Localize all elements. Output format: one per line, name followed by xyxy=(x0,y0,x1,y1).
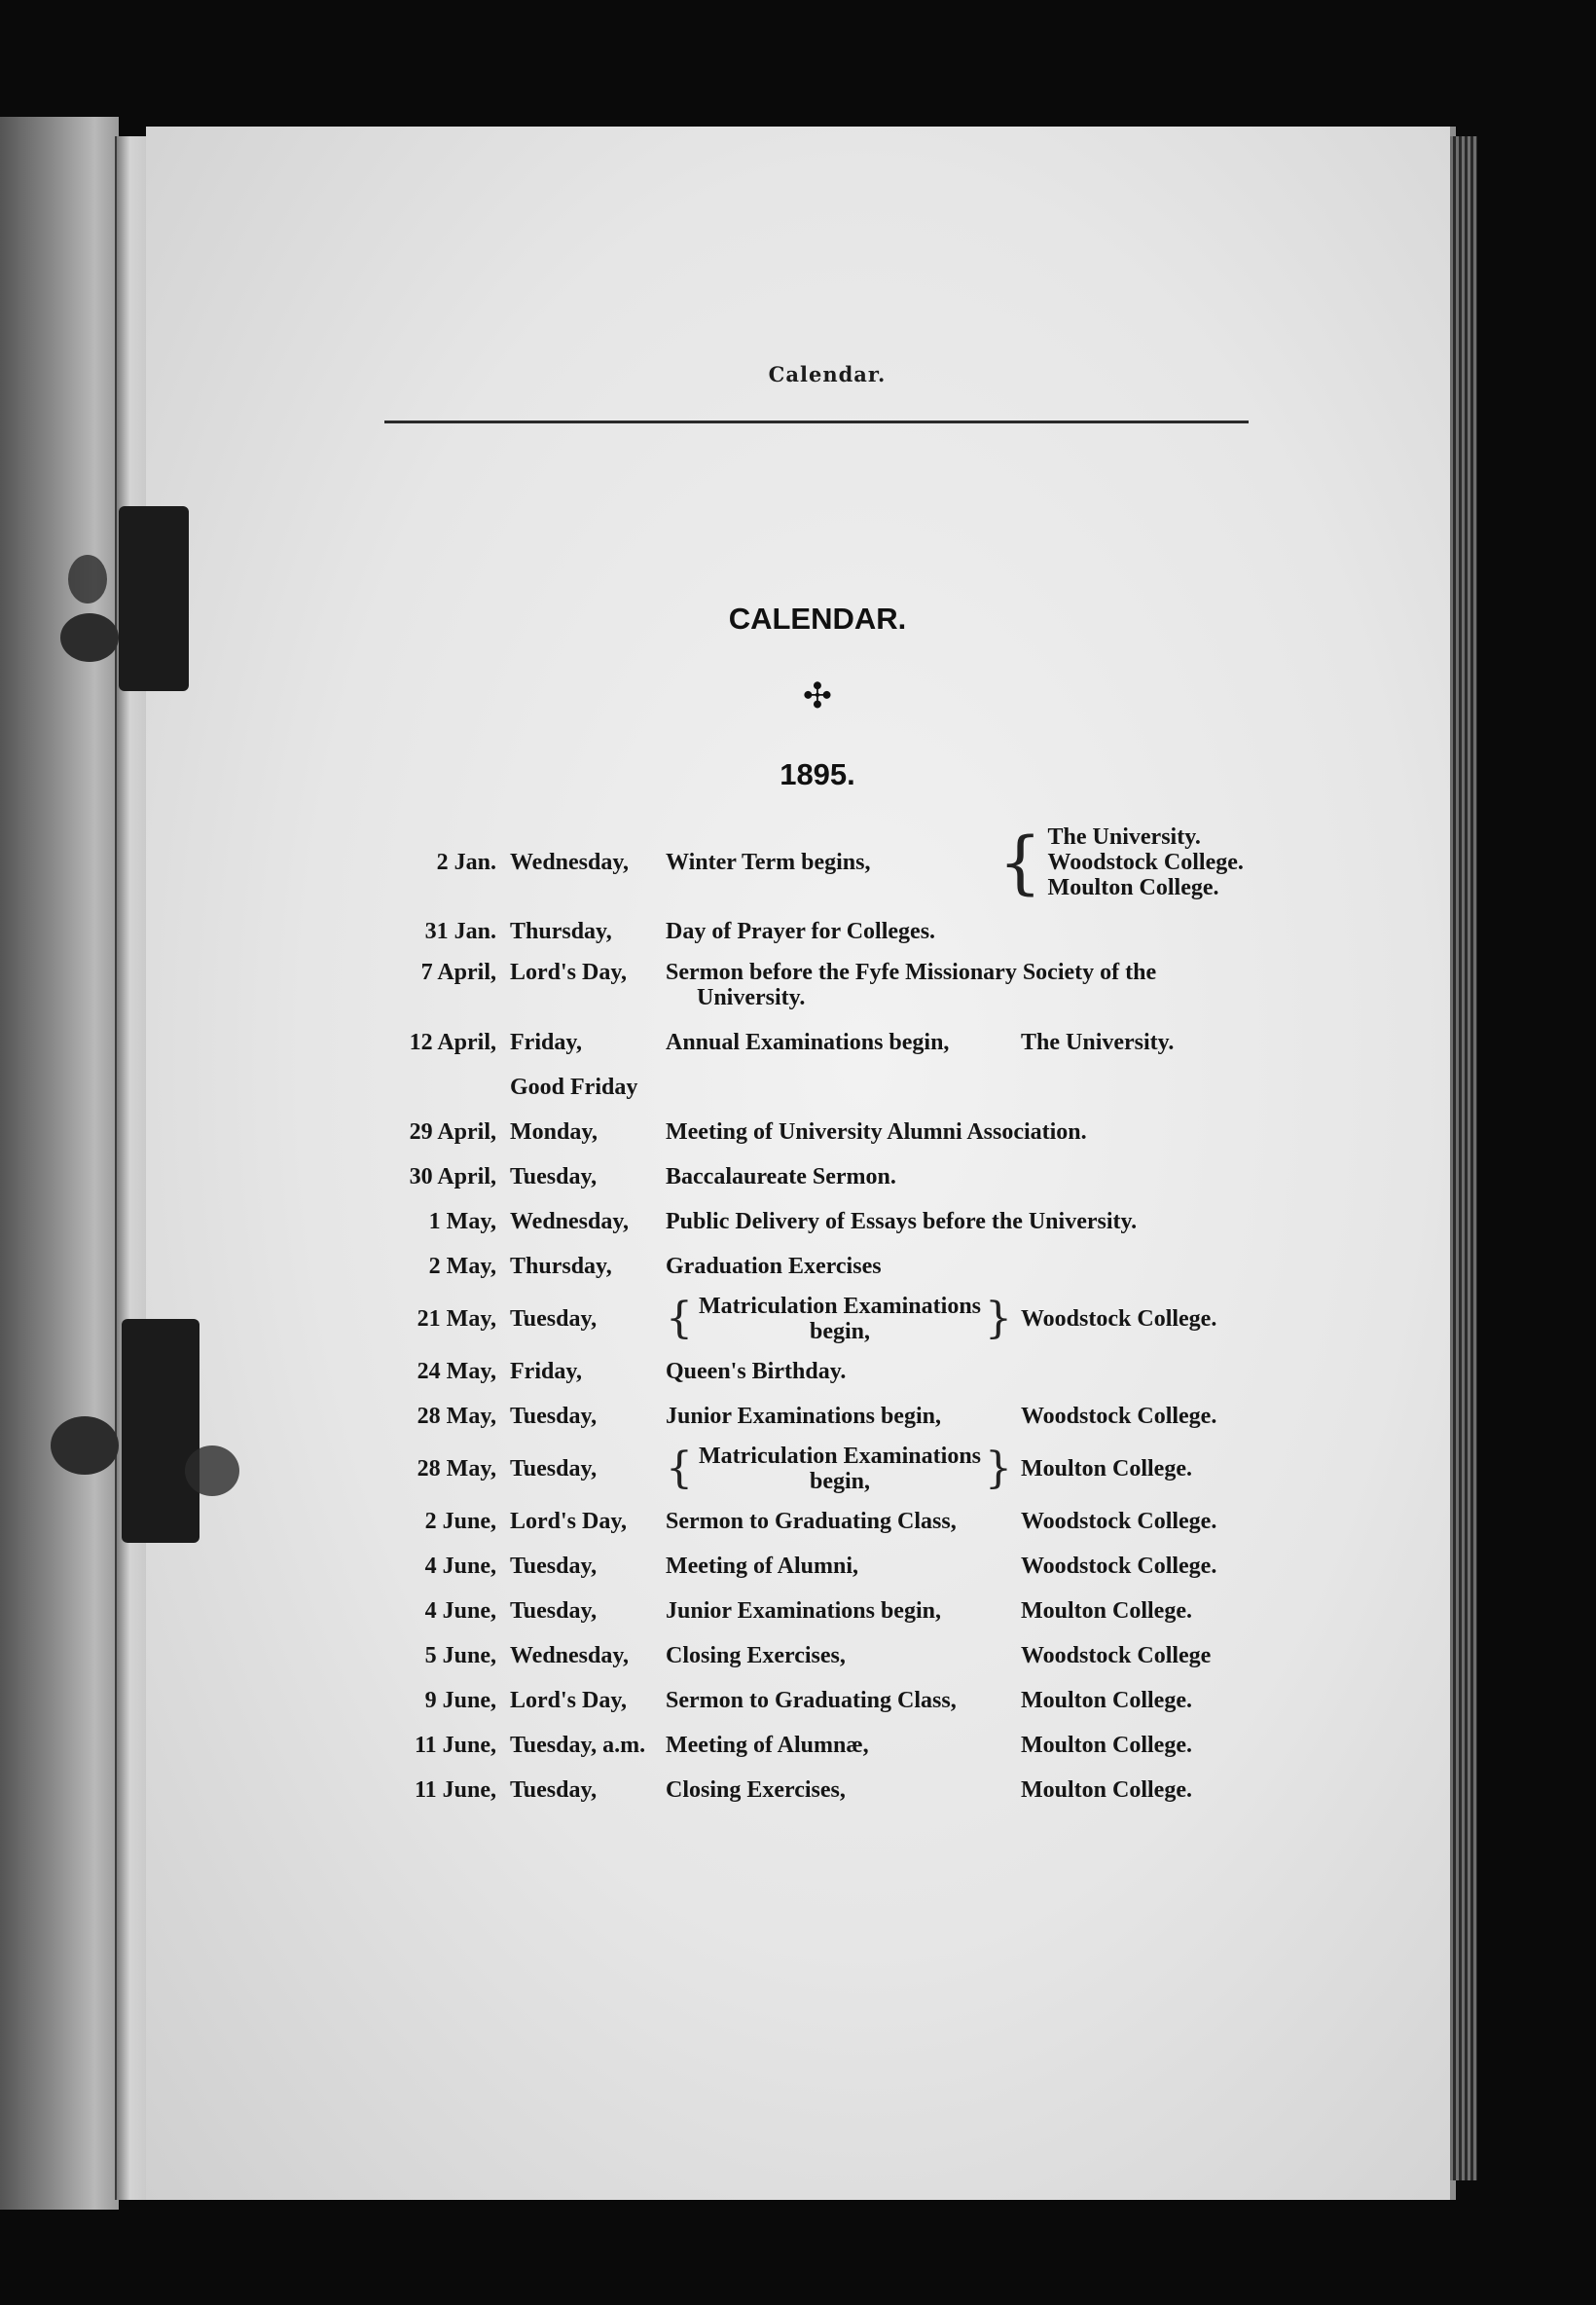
entry-day: Friday, xyxy=(510,1359,583,1384)
ornament-icon: ✣ xyxy=(802,677,833,716)
entry-date: 29 April, xyxy=(409,1119,496,1145)
brace-icon: } xyxy=(985,1294,1013,1343)
entry-day: Tuesday, xyxy=(510,1554,598,1579)
entry-date: 7 April, xyxy=(420,960,496,985)
ink-blot xyxy=(185,1445,239,1496)
entry-event: Closing Exercises, xyxy=(666,1643,846,1668)
calendar-row xyxy=(370,1394,1304,1439)
entry-event: Baccalaureate Sermon. xyxy=(666,1164,896,1189)
entry-day: Wednesday, xyxy=(510,850,630,875)
entry-event: Graduation Exercises xyxy=(666,1254,882,1279)
entry-event: Day of Prayer for Colleges. xyxy=(666,919,936,944)
entry-day: Good Friday xyxy=(510,1075,638,1100)
page-title: CALENDAR. xyxy=(728,602,907,636)
entry-event: Winter Term begins, xyxy=(666,850,871,875)
entry-day: Tuesday, xyxy=(510,1598,598,1624)
entry-event: Matriculation Examinations xyxy=(699,1444,982,1469)
entry-event: Matriculation Examinations xyxy=(699,1294,982,1319)
calendar-row xyxy=(370,1289,1304,1349)
entry-day: Wednesday, xyxy=(510,1643,630,1668)
header-rule xyxy=(384,421,1249,423)
entry-place: Moulton College. xyxy=(1021,1598,1192,1624)
entry-event: Sermon before the Fyfe Missionary Society of the xyxy=(666,960,1157,985)
entry-event: Closing Exercises, xyxy=(666,1777,846,1803)
brace-icon: } xyxy=(985,1444,1013,1493)
binding-clip-top xyxy=(119,506,189,691)
running-head: Calendar. xyxy=(768,362,887,386)
entry-day: Thursday, xyxy=(510,1254,612,1279)
entry-date: 9 June, xyxy=(424,1688,496,1713)
entry-place: Woodstock College xyxy=(1021,1643,1212,1668)
entry-event: Junior Examinations begin, xyxy=(666,1404,941,1429)
entry-event: Queen's Birthday. xyxy=(666,1359,847,1384)
entry-day: Monday, xyxy=(510,1119,598,1145)
entry-date: 2 June, xyxy=(424,1509,496,1534)
entry-place: Woodstock College. xyxy=(1021,1509,1217,1534)
year-heading: 1895. xyxy=(780,757,855,791)
entry-place: Woodstock College. xyxy=(1021,1306,1217,1332)
brace-icon: { xyxy=(998,823,1042,902)
calendar-row xyxy=(370,1633,1304,1678)
calendar-table xyxy=(370,816,1304,1812)
entry-event-continued: University. xyxy=(697,985,806,1010)
calendar-row xyxy=(370,1065,1304,1110)
entry-place: Woodstock College. xyxy=(1021,1404,1217,1429)
entry-place: Moulton College. xyxy=(1021,1688,1192,1713)
entry-place: Moulton College. xyxy=(1021,1777,1192,1803)
entry-event-continued: begin, xyxy=(810,1469,871,1494)
brace-icon: { xyxy=(666,1444,693,1493)
entry-date: 1 May, xyxy=(428,1209,496,1234)
entry-date: 2 Jan. xyxy=(436,850,496,875)
brace-icon: { xyxy=(666,1294,693,1343)
calendar-row xyxy=(370,1544,1304,1589)
entry-place: The University. xyxy=(1047,824,1201,850)
facing-page-edge xyxy=(0,117,119,2210)
binding-clip-bottom xyxy=(122,1319,200,1543)
entry-event: Sermon to Graduating Class, xyxy=(666,1688,957,1713)
entry-date: 28 May, xyxy=(417,1404,496,1429)
entry-place: Woodstock College. xyxy=(1021,1554,1217,1579)
entry-date: 21 May, xyxy=(417,1306,496,1332)
calendar-row xyxy=(370,1199,1304,1244)
entry-date: 2 May, xyxy=(428,1254,496,1279)
entry-day: Tuesday, xyxy=(510,1306,598,1332)
entry-place: The University. xyxy=(1021,1030,1175,1055)
entry-date: 5 June, xyxy=(424,1643,496,1668)
entry-date: 4 June, xyxy=(424,1598,496,1624)
entry-date: 31 Jan. xyxy=(424,919,496,944)
entry-event: Sermon to Graduating Class, xyxy=(666,1509,957,1534)
entry-day: Lord's Day, xyxy=(510,1509,628,1534)
entry-event: Public Delivery of Essays before the University. xyxy=(666,1209,1138,1234)
entry-day: Lord's Day, xyxy=(510,960,628,985)
entry-day: Tuesday, xyxy=(510,1456,598,1482)
calendar-row xyxy=(370,1110,1304,1154)
entry-date: 4 June, xyxy=(424,1554,496,1579)
entry-day: Tuesday, a.m. xyxy=(510,1733,646,1758)
calendar-row xyxy=(370,1678,1304,1723)
entry-date: 30 April, xyxy=(409,1164,496,1189)
calendar-row xyxy=(370,1499,1304,1544)
entry-day: Tuesday, xyxy=(510,1404,598,1429)
entry-event: Annual Examinations begin, xyxy=(666,1030,950,1055)
entry-day: Wednesday, xyxy=(510,1209,630,1234)
entry-event: Meeting of Alumnæ, xyxy=(666,1733,869,1758)
entry-place: Moulton College. xyxy=(1021,1456,1192,1482)
entry-places xyxy=(1048,824,1244,900)
entry-date: 11 June, xyxy=(414,1733,496,1758)
calendar-row xyxy=(370,1439,1304,1499)
calendar-row xyxy=(370,1723,1304,1768)
calendar-row xyxy=(370,1244,1304,1289)
entry-date: 24 May, xyxy=(417,1359,496,1384)
book-gutter xyxy=(115,136,150,2200)
calendar-row xyxy=(370,909,1304,954)
calendar-row xyxy=(370,1154,1304,1199)
entry-day: Friday, xyxy=(510,1030,583,1055)
ink-blot xyxy=(60,613,119,662)
calendar-row xyxy=(370,954,1304,1020)
calendar-row xyxy=(370,1768,1304,1812)
entry-place: Moulton College. xyxy=(1047,875,1219,900)
entry-event: Junior Examinations begin, xyxy=(666,1598,941,1624)
entry-place: Moulton College. xyxy=(1021,1733,1192,1758)
entry-event-continued: begin, xyxy=(810,1319,871,1344)
calendar-row xyxy=(370,1349,1304,1394)
calendar-row xyxy=(370,1589,1304,1633)
ink-blot xyxy=(51,1416,119,1475)
entry-day: Thursday, xyxy=(510,919,612,944)
entry-date: 11 June, xyxy=(414,1777,496,1803)
entry-date: 12 April, xyxy=(409,1030,496,1055)
entry-day: Tuesday, xyxy=(510,1164,598,1189)
page-stack-edge xyxy=(1450,136,1477,2180)
entry-place: Woodstock College. xyxy=(1047,850,1244,875)
calendar-row xyxy=(370,1020,1304,1065)
entry-date: 28 May, xyxy=(417,1456,496,1482)
calendar-row xyxy=(370,816,1304,909)
entry-event: Meeting of University Alumni Association. xyxy=(666,1119,1087,1145)
entry-day: Lord's Day, xyxy=(510,1688,628,1713)
ink-blot xyxy=(68,555,107,604)
entry-day: Tuesday, xyxy=(510,1777,598,1803)
entry-event: Meeting of Alumni, xyxy=(666,1554,858,1579)
